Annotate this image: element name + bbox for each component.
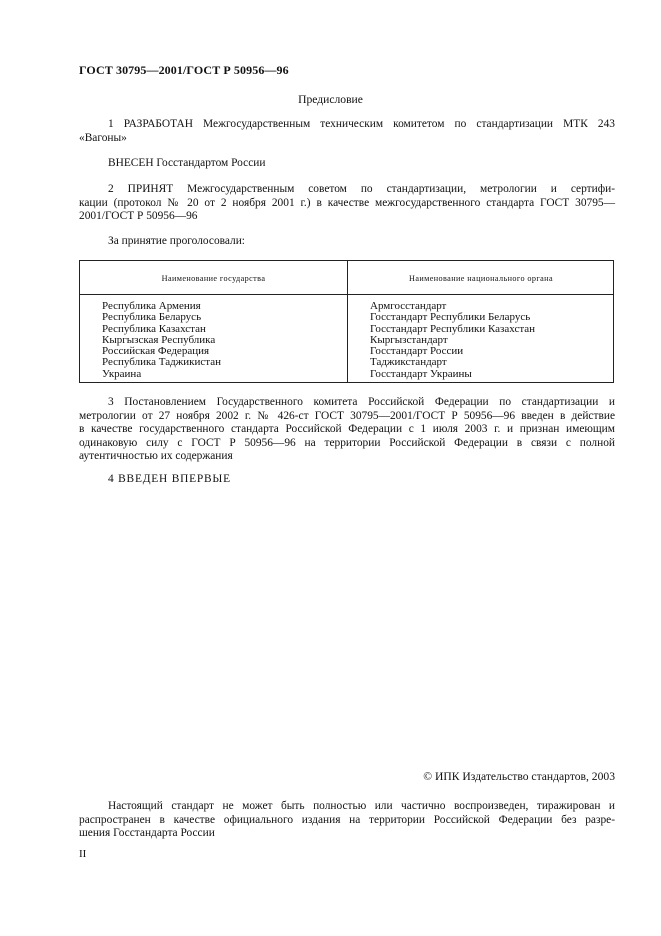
table-cell-state: Российская Федерация — [102, 345, 210, 358]
page-title: Предисловие — [298, 93, 363, 106]
table-cell-state: Республика Беларусь — [102, 311, 202, 324]
notice-line: шения Госстандарта России — [79, 827, 215, 840]
table-cell-state: Украина — [102, 367, 142, 380]
paragraph-1 — [79, 118, 615, 145]
paragraph-3-line: аутентичностью их содержания — [79, 450, 233, 463]
paragraph-1-line: «Вагоны» — [79, 131, 127, 144]
document-header: ГОСТ 30795—2001/ГОСТ Р 50956—96 — [79, 63, 289, 77]
paragraph-3-line: одинаковую силу с ГОСТ Р 50956—96 на территории Российской Федерации в связи с полной — [79, 436, 615, 449]
table-cell-body: Госстандарт Украины — [370, 367, 472, 380]
paragraph-2-line: кации (протокол № 20 от 2 ноября 2001 г.) в качестве межгосударственного стандарта ГОСТ 30795— — [79, 196, 615, 209]
notice-line: Настоящий стандарт не может быть полностью или частично воспроизведен, тиражирован и — [108, 800, 615, 812]
table-cell-body: Госстандарт Республики Беларусь — [370, 311, 531, 324]
table-header-state: Наименование государства — [161, 274, 266, 283]
table-bodies-column — [370, 301, 535, 380]
table-cell-body: Госстандарт России — [370, 345, 464, 358]
vote-intro: За принятие проголосовали: — [108, 235, 245, 247]
paragraph-3-line: в качестве государственного стандарта Российской Федерации с 1 июля 2003 г. и признан имеющим — [79, 423, 615, 436]
table-cell-state: Республика Казахстан — [102, 322, 206, 335]
table-cell-body: Таджикстандарт — [370, 356, 447, 369]
paragraph-2-line: 2 ПРИНЯТ Межгосударственным советом по стандартизации, метрологии и сертифи- — [108, 183, 615, 195]
table-cell-body: Госстандарт Республики Казахстан — [370, 322, 536, 335]
paragraph-3-line: 3 Постановлением Государственного комитета Российской Федерации по стандартизации и — [108, 396, 615, 408]
table-header-divider — [80, 294, 613, 295]
table-cell-state: Кыргызская Республика — [102, 333, 216, 346]
table-cell-state: Республика Таджикистан — [102, 356, 221, 369]
notice-line: распространен в качестве официального издания на территории Российской Федерации без разре- — [79, 813, 615, 826]
paragraph-1b: ВНЕСЕН Госстандартом России — [108, 157, 266, 169]
paragraph-2-line: 2001/ГОСТ Р 50956—96 — [79, 210, 198, 223]
table-cell-body: Кыргызстандарт — [370, 333, 448, 346]
paragraph-3-line: метрологии от 27 ноября 2002 г. № 426-ст ГОСТ 30795—2001/ГОСТ Р 50956—96 введен в действие — [79, 409, 615, 422]
paragraph-3 — [79, 396, 615, 464]
table-cell-state: Республика Армения — [102, 300, 201, 312]
copyright-notice: © ИПК Издательство стандартов, 2003 — [423, 770, 615, 783]
voting-table — [79, 260, 614, 383]
paragraph-1-line: 1 РАЗРАБОТАН Межгосударственным техническим комитетом по стандартизации МТК 243 — [108, 118, 615, 130]
table-header-body: Наименование национального органа — [409, 274, 553, 283]
table-states-column — [102, 301, 221, 380]
table-cell-body: Армгосстандарт — [370, 300, 447, 312]
paragraph-4: 4 ВВЕДЕН ВПЕРВЫЕ — [108, 473, 231, 485]
paragraph-2 — [79, 183, 615, 224]
reproduction-notice — [79, 800, 615, 841]
page-number: II — [79, 848, 87, 860]
